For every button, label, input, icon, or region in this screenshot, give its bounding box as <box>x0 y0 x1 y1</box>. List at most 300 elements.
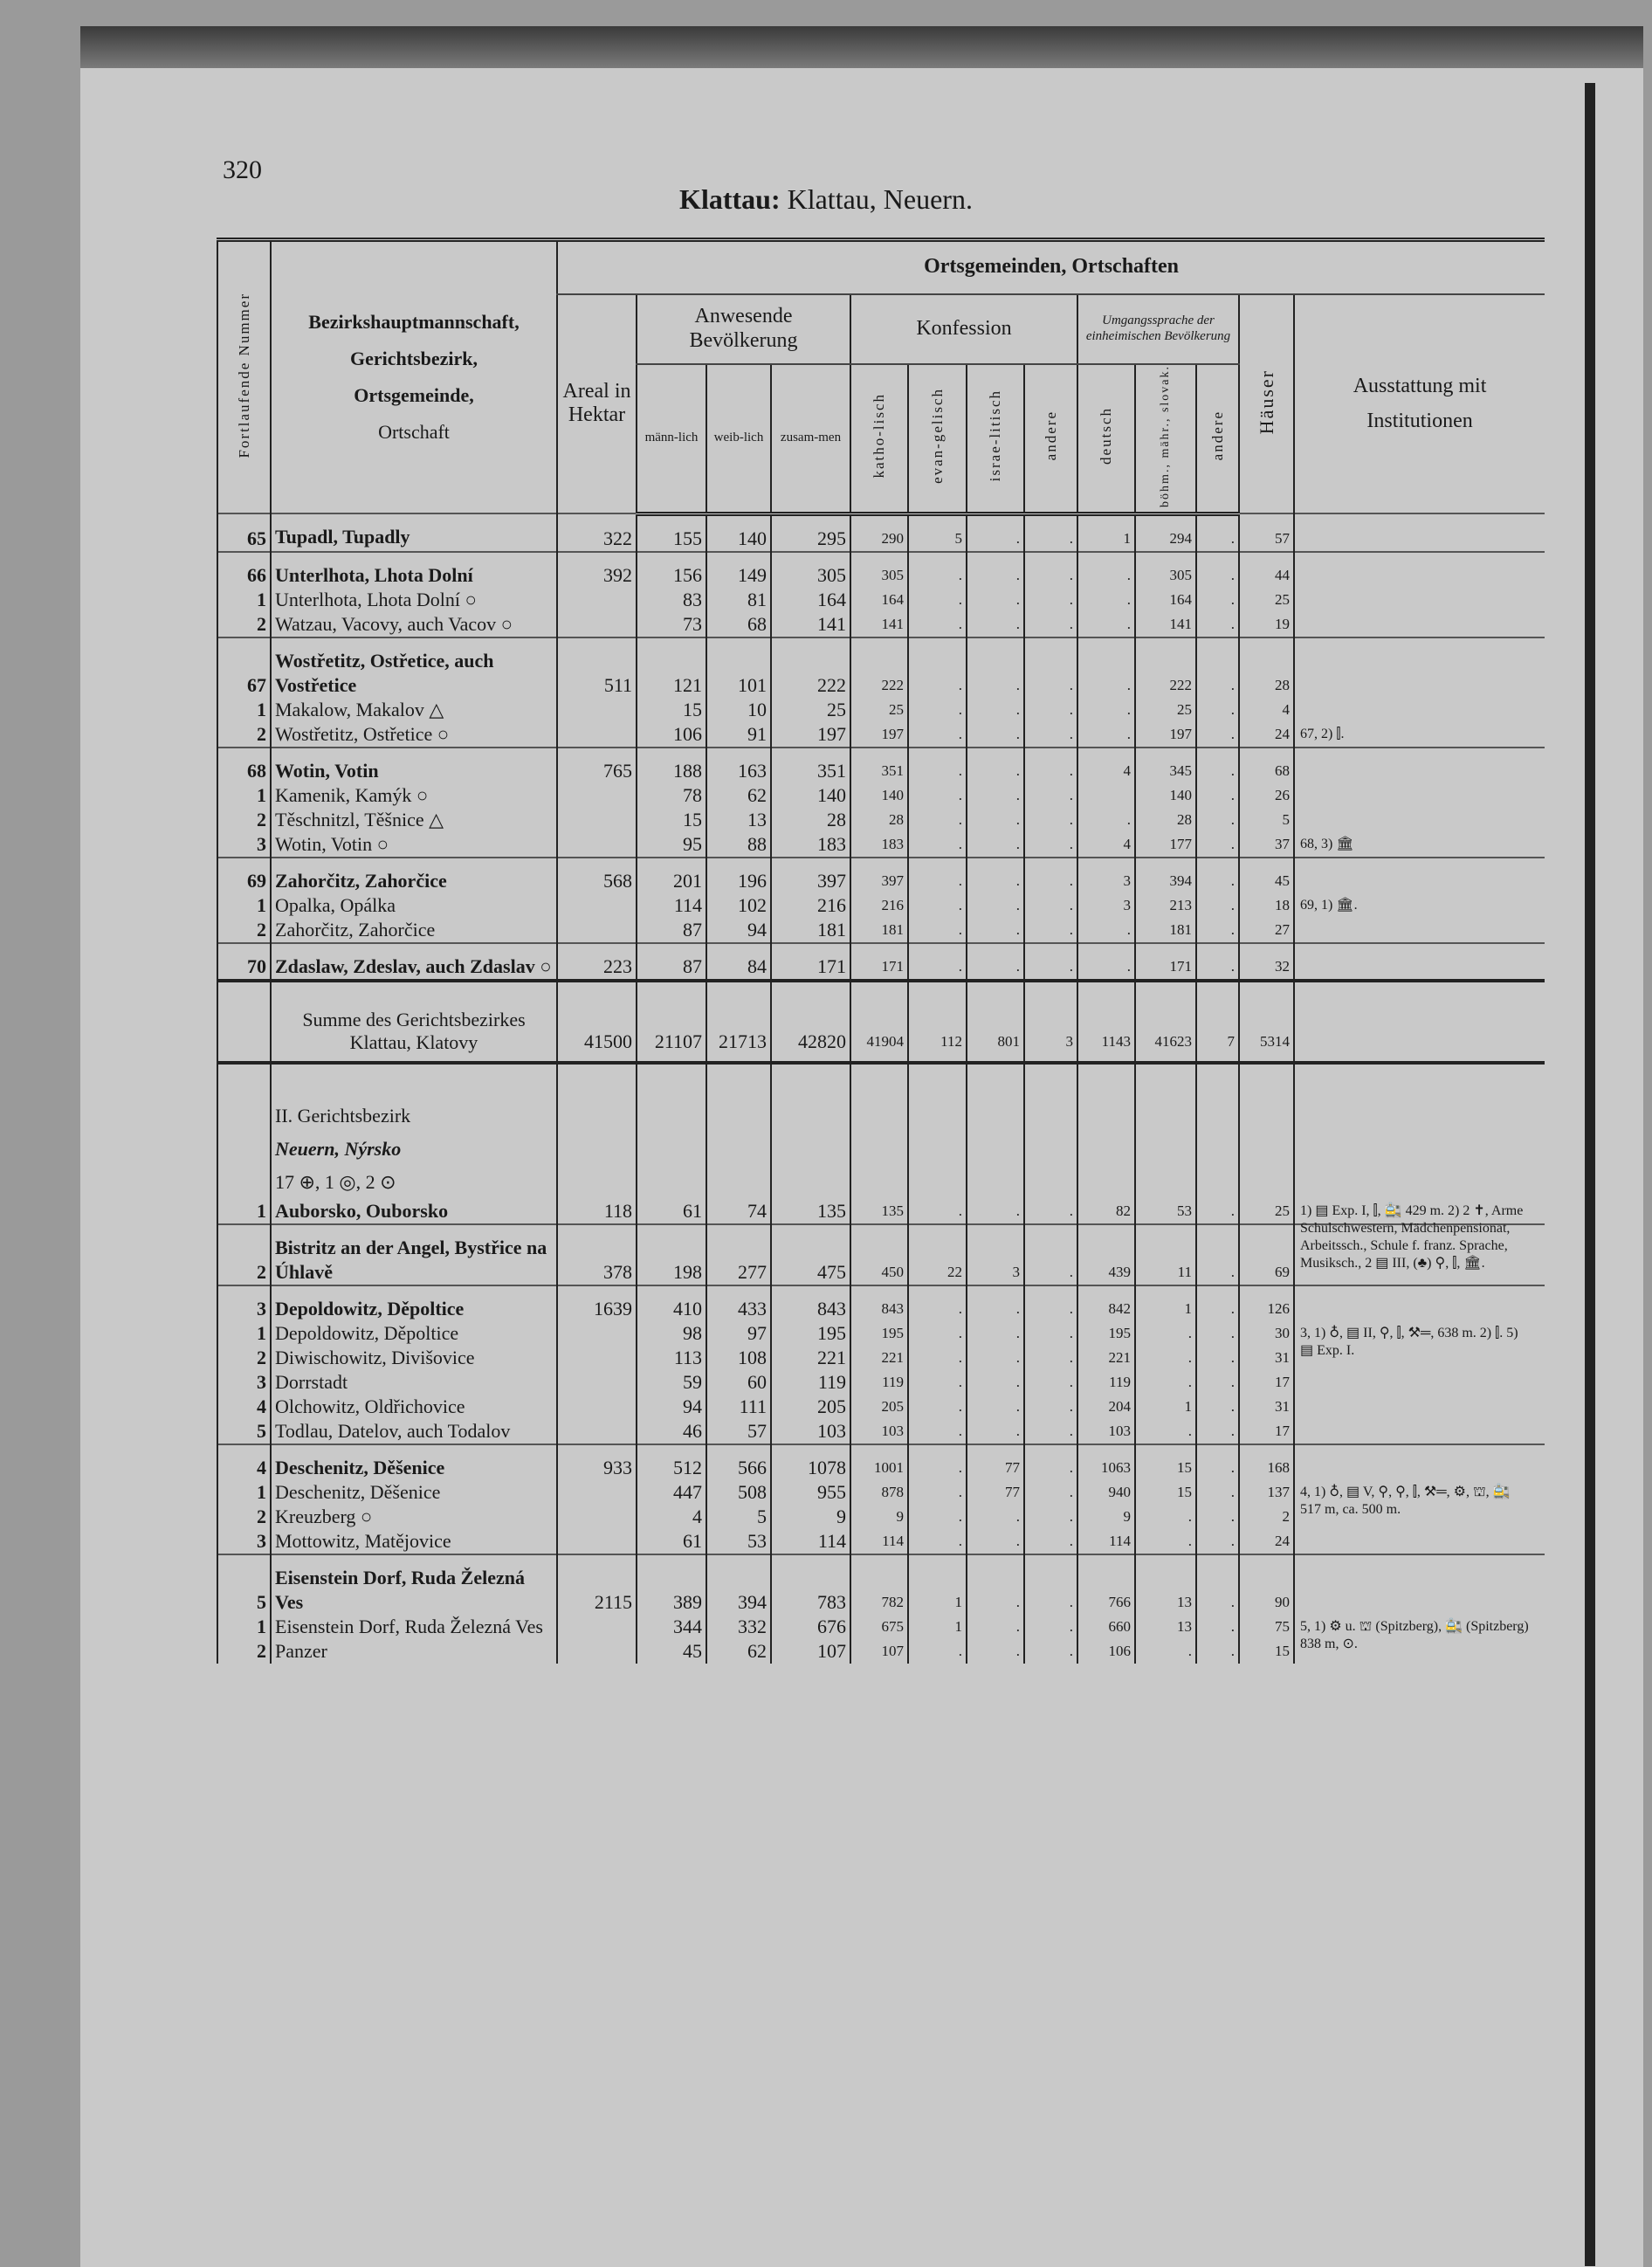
areal-value <box>557 808 637 832</box>
evangelisch-value: . <box>908 858 967 893</box>
ausstattung-cell <box>1294 1639 1545 1664</box>
katholisch-value: 164 <box>850 588 908 612</box>
row-number: 1 <box>217 1199 271 1224</box>
evangelisch-value: . <box>908 1419 967 1444</box>
deutsch-value: 82 <box>1077 1199 1135 1224</box>
table-row <box>217 808 1545 832</box>
table-row <box>217 552 1545 588</box>
evangelisch-value: . <box>908 943 967 981</box>
boehmisch-value: . <box>1135 1529 1196 1554</box>
boehmisch-value: . <box>1135 1419 1196 1444</box>
zusammen-value: 1078 <box>771 1444 850 1480</box>
ausstattung-cell <box>1294 981 1545 1063</box>
evangelisch-value: 1 <box>908 1554 967 1615</box>
israelitisch-value: . <box>967 1395 1024 1419</box>
haeuser-value: 68 <box>1239 748 1294 783</box>
maennlich-value: 98 <box>637 1321 706 1346</box>
empty-cell <box>850 1063 908 1199</box>
page-title <box>0 183 1652 216</box>
empty-cell <box>637 1063 706 1199</box>
table-row <box>217 1554 1545 1615</box>
table-row <box>217 1346 1545 1370</box>
row-number: 3 <box>217 1529 271 1554</box>
deutsch-value: . <box>1077 612 1135 637</box>
weiblich-value: 111 <box>706 1395 771 1419</box>
sprache-andere-value: . <box>1196 1321 1239 1346</box>
zusammen-value: 183 <box>771 832 850 858</box>
sprache-andere-value: . <box>1196 893 1239 918</box>
table-row <box>217 1615 1545 1639</box>
israelitisch-value: . <box>967 1554 1024 1615</box>
israelitisch-value: . <box>967 918 1024 943</box>
ausstattung-cell <box>1294 1370 1545 1395</box>
weiblich-value: 140 <box>706 513 771 552</box>
sprache-andere-value: . <box>1196 943 1239 981</box>
katholisch-value: 140 <box>850 783 908 808</box>
boehmisch-value: 15 <box>1135 1480 1196 1505</box>
row-number: 2 <box>217 918 271 943</box>
maennlich-value: 4 <box>637 1505 706 1529</box>
evangelisch-value: . <box>908 1395 967 1419</box>
header-group: Ortsgemeinden, Ortschaften <box>557 240 1545 294</box>
konf-andere-value: . <box>1024 832 1077 858</box>
areal-value <box>557 1321 637 1346</box>
place-name: Bistritz an der Angel, Bystřice na Úhlavě <box>271 1224 557 1285</box>
table-row <box>217 637 1545 698</box>
israelitisch-value: . <box>967 1615 1024 1639</box>
katholisch-value: 675 <box>850 1615 908 1639</box>
sprache-andere-value: . <box>1196 918 1239 943</box>
ausstattung-cell <box>1294 722 1545 748</box>
weiblich-value: 68 <box>706 612 771 637</box>
empty-cell <box>1024 1063 1077 1199</box>
areal-value: 568 <box>557 858 637 893</box>
haeuser-value: 69 <box>1239 1224 1294 1285</box>
maennlich-value: 46 <box>637 1419 706 1444</box>
ausstattung-cell <box>1294 1615 1545 1651</box>
sprache-andere-value: . <box>1196 1395 1239 1419</box>
boehmisch-value: 28 <box>1135 808 1196 832</box>
boehmisch-value: 15 <box>1135 1444 1196 1480</box>
deutsch-value: 940 <box>1077 1480 1135 1505</box>
evangelisch-value: . <box>908 637 967 698</box>
ausstattung-cell <box>1294 1529 1545 1554</box>
israelitisch-value: . <box>967 1321 1024 1346</box>
row-number: 70 <box>217 943 271 981</box>
maennlich-value: 21107 <box>637 981 706 1063</box>
deutsch-value: 660 <box>1077 1615 1135 1639</box>
evangelisch-value: . <box>908 552 967 588</box>
table-row <box>217 893 1545 918</box>
row-number: 2 <box>217 1224 271 1285</box>
row-number: 3 <box>217 832 271 858</box>
ausstattung-cell <box>1294 1419 1545 1444</box>
boehmisch-value: 171 <box>1135 943 1196 981</box>
israelitisch-value: . <box>967 588 1024 612</box>
zusammen-value: 103 <box>771 1419 850 1444</box>
table-row <box>217 1505 1545 1529</box>
israelitisch-value: . <box>967 832 1024 858</box>
header-maennlich: männ-lich <box>637 364 706 514</box>
areal-value: 511 <box>557 637 637 698</box>
zusammen-value: 9 <box>771 1505 850 1529</box>
table-row <box>217 722 1545 748</box>
sprache-andere-value: . <box>1196 1554 1239 1615</box>
row-number: 2 <box>217 612 271 637</box>
table-row <box>217 1321 1545 1346</box>
table-row <box>217 513 1545 552</box>
weiblich-value: 57 <box>706 1419 771 1444</box>
haeuser-value: 4 <box>1239 698 1294 722</box>
place-name: Kreuzberg ○ <box>271 1505 557 1529</box>
sprache-andere-value: . <box>1196 722 1239 748</box>
header-deutsch: deutsch <box>1077 364 1135 514</box>
weiblich-value: 21713 <box>706 981 771 1063</box>
deutsch-value: 1063 <box>1077 1444 1135 1480</box>
place-name: Kamenik, Kamýk ○ <box>271 783 557 808</box>
section-line: II. Gerichtsbezirk <box>275 1104 411 1127</box>
boehmisch-value: . <box>1135 1321 1196 1346</box>
konf-andere-value: . <box>1024 1554 1077 1615</box>
boehmisch-value: 11 <box>1135 1224 1196 1285</box>
deutsch-value: 9 <box>1077 1505 1135 1529</box>
areal-value: 41500 <box>557 981 637 1063</box>
ausstattung-cell <box>1294 1554 1545 1615</box>
section-line: Neuern, Nýrsko <box>275 1137 402 1160</box>
weiblich-value: 94 <box>706 918 771 943</box>
header-evangelisch: evan-gelisch <box>908 364 967 514</box>
katholisch-value: 222 <box>850 637 908 698</box>
place-name: Auborsko, Ouborsko <box>271 1199 557 1224</box>
deutsch-value: . <box>1077 808 1135 832</box>
konf-andere-value: . <box>1024 637 1077 698</box>
row-number: 69 <box>217 858 271 893</box>
table-row <box>217 588 1545 612</box>
evangelisch-value: . <box>908 748 967 783</box>
zusammen-value: 475 <box>771 1224 850 1285</box>
konf-andere-value: . <box>1024 858 1077 893</box>
place-name: Opalka, Opálka <box>271 893 557 918</box>
israelitisch-value: . <box>967 552 1024 588</box>
table-row <box>217 943 1545 981</box>
areal-value <box>557 1639 637 1664</box>
evangelisch-value: . <box>908 1505 967 1529</box>
haeuser-value: 27 <box>1239 918 1294 943</box>
page-number: 320 <box>223 155 262 184</box>
maennlich-value: 156 <box>637 552 706 588</box>
boehmisch-value: 53 <box>1135 1199 1196 1224</box>
deutsch-value: 766 <box>1077 1554 1135 1615</box>
haeuser-value: 31 <box>1239 1346 1294 1370</box>
sprache-andere-value: . <box>1196 1285 1239 1321</box>
katholisch-value: 107 <box>850 1639 908 1664</box>
boehmisch-value: 345 <box>1135 748 1196 783</box>
katholisch-value: 450 <box>850 1224 908 1285</box>
header-zusammen: zusam-men <box>771 364 850 514</box>
israelitisch-value: . <box>967 1529 1024 1554</box>
konf-andere-value: . <box>1024 1419 1077 1444</box>
katholisch-value: 351 <box>850 748 908 783</box>
empty-cell <box>1239 1063 1294 1199</box>
row-number: 3 <box>217 1370 271 1395</box>
boehmisch-value: 13 <box>1135 1554 1196 1615</box>
weiblich-value: 88 <box>706 832 771 858</box>
place-name: Wotin, Votin <box>271 748 557 783</box>
row-number: 67 <box>217 637 271 698</box>
table-row <box>217 748 1545 783</box>
ausstattung-cell <box>1294 1321 1545 1358</box>
institution-note: 68, 3) 🏛 <box>1300 836 1354 851</box>
areal-value: 2115 <box>557 1554 637 1615</box>
haeuser-value: 45 <box>1239 858 1294 893</box>
place-name: Watzau, Vacovy, auch Vacov ○ <box>271 612 557 637</box>
katholisch-value: 25 <box>850 698 908 722</box>
konf-andere-value: . <box>1024 918 1077 943</box>
row-number: 2 <box>217 1505 271 1529</box>
maennlich-value: 59 <box>637 1370 706 1395</box>
deutsch-value: 195 <box>1077 1321 1135 1346</box>
empty-cell <box>771 1063 850 1199</box>
ausstattung-cell <box>1294 1444 1545 1480</box>
katholisch-value: 103 <box>850 1419 908 1444</box>
evangelisch-value: . <box>908 588 967 612</box>
evangelisch-value: . <box>908 918 967 943</box>
haeuser-value: 44 <box>1239 552 1294 588</box>
table-row <box>217 832 1545 858</box>
haeuser-value: 31 <box>1239 1395 1294 1419</box>
areal-value <box>557 1529 637 1554</box>
weiblich-value: 53 <box>706 1529 771 1554</box>
haeuser-value: 25 <box>1239 1199 1294 1224</box>
sprache-andere-value: . <box>1196 1639 1239 1664</box>
row-number: 4 <box>217 1444 271 1480</box>
zusammen-value: 114 <box>771 1529 850 1554</box>
empty-cell <box>1077 1063 1135 1199</box>
zusammen-value: 195 <box>771 1321 850 1346</box>
areal-value <box>557 698 637 722</box>
table-row <box>217 698 1545 722</box>
haeuser-value: 19 <box>1239 612 1294 637</box>
place-name: Wotin, Votin ○ <box>271 832 557 858</box>
weiblich-value: 5 <box>706 1505 771 1529</box>
summary-row <box>217 981 1545 1063</box>
header-name: Bezirkshauptmannschaft, Gerichtsbezirk, Ortsgemeinde, Ortschaft <box>271 240 557 514</box>
konf-andere-value: . <box>1024 1370 1077 1395</box>
haeuser-value: 17 <box>1239 1370 1294 1395</box>
place-name: Těschnitzl, Těšnice △ <box>271 808 557 832</box>
sprache-andere-value: . <box>1196 858 1239 893</box>
sprache-andere-value: 7 <box>1196 981 1239 1063</box>
haeuser-value: 24 <box>1239 1529 1294 1554</box>
israelitisch-value: 77 <box>967 1480 1024 1505</box>
israelitisch-value: . <box>967 748 1024 783</box>
evangelisch-value: . <box>908 1529 967 1554</box>
empty-cell <box>967 1063 1024 1199</box>
israelitisch-value: . <box>967 1370 1024 1395</box>
sprache-andere-value: . <box>1196 1346 1239 1370</box>
table-row <box>217 1199 1545 1224</box>
maennlich-value: 61 <box>637 1529 706 1554</box>
weiblich-value: 91 <box>706 722 771 748</box>
zusammen-value: 205 <box>771 1395 850 1419</box>
zusammen-value: 397 <box>771 858 850 893</box>
table-row <box>217 1480 1545 1505</box>
table-row <box>217 1395 1545 1419</box>
row-number: 2 <box>217 1639 271 1664</box>
deutsch-value: 842 <box>1077 1285 1135 1321</box>
israelitisch-value: . <box>967 1199 1024 1224</box>
sprache-andere-value: . <box>1196 637 1239 698</box>
header-katholisch: katho-lisch <box>850 364 908 514</box>
ausstattung-cell <box>1294 612 1545 637</box>
deutsch-value: 114 <box>1077 1529 1135 1554</box>
deutsch-value: 1 <box>1077 513 1135 552</box>
katholisch-value: 141 <box>850 612 908 637</box>
deutsch-value: 1143 <box>1077 981 1135 1063</box>
table-row <box>217 1224 1545 1285</box>
empty-cell <box>908 1063 967 1199</box>
haeuser-value: 168 <box>1239 1444 1294 1480</box>
zusammen-value: 164 <box>771 588 850 612</box>
maennlich-value: 106 <box>637 722 706 748</box>
sprache-andere-value: . <box>1196 783 1239 808</box>
ausstattung-cell <box>1294 698 1545 722</box>
areal-value <box>557 832 637 858</box>
israelitisch-value: . <box>967 513 1024 552</box>
katholisch-value: 1001 <box>850 1444 908 1480</box>
israelitisch-value: 77 <box>967 1444 1024 1480</box>
areal-value: 933 <box>557 1444 637 1480</box>
evangelisch-value: . <box>908 1444 967 1480</box>
areal-value <box>557 588 637 612</box>
boehmisch-value: 13 <box>1135 1615 1196 1639</box>
weiblich-value: 101 <box>706 637 771 698</box>
table-body <box>217 513 1545 1664</box>
evangelisch-value: 112 <box>908 981 967 1063</box>
israelitisch-value: . <box>967 1639 1024 1664</box>
row-number: 66 <box>217 552 271 588</box>
institution-note: 5, 1) ⚙ u. ⛫ (Spitzberg), 🚉 (Spitzberg) 838 m, ⊙. <box>1300 1618 1529 1651</box>
sprache-andere-value: . <box>1196 1615 1239 1639</box>
katholisch-value: 197 <box>850 722 908 748</box>
katholisch-value: 843 <box>850 1285 908 1321</box>
evangelisch-value: . <box>908 808 967 832</box>
row-number: 1 <box>217 893 271 918</box>
header-sprache: Umgangssprache der einheimischen Bevölkerung <box>1077 294 1239 364</box>
ausstattung-cell <box>1294 858 1545 893</box>
evangelisch-value: 1 <box>908 1615 967 1639</box>
boehmisch-value: . <box>1135 1370 1196 1395</box>
place-name: Summe des Gerichtsbezirkes Klattau, Klatovy <box>271 981 557 1063</box>
maennlich-value: 121 <box>637 637 706 698</box>
maennlich-value: 344 <box>637 1615 706 1639</box>
katholisch-value: 183 <box>850 832 908 858</box>
place-name: Deschenitz, Děšenice <box>271 1480 557 1505</box>
konf-andere-value: 3 <box>1024 981 1077 1063</box>
sprache-andere-value: . <box>1196 588 1239 612</box>
maennlich-value: 73 <box>637 612 706 637</box>
areal-value: 118 <box>557 1199 637 1224</box>
haeuser-value: 126 <box>1239 1285 1294 1321</box>
israelitisch-value: . <box>967 943 1024 981</box>
section-heading <box>271 1063 557 1199</box>
evangelisch-value: 5 <box>908 513 967 552</box>
areal-value <box>557 893 637 918</box>
israelitisch-value: . <box>967 893 1024 918</box>
maennlich-value: 15 <box>637 698 706 722</box>
boehmisch-value: 164 <box>1135 588 1196 612</box>
sprache-andere-value: . <box>1196 1529 1239 1554</box>
place-name: Diwischowitz, Divišovice <box>271 1346 557 1370</box>
haeuser-value: 30 <box>1239 1321 1294 1346</box>
sprache-andere-value: . <box>1196 1199 1239 1224</box>
konf-andere-value: . <box>1024 1321 1077 1346</box>
areal-value <box>557 1615 637 1639</box>
sprache-andere-value: . <box>1196 808 1239 832</box>
zusammen-value: 171 <box>771 943 850 981</box>
deutsch-value: . <box>1077 588 1135 612</box>
konf-andere-value: . <box>1024 943 1077 981</box>
header-boehmisch: böhm., mähr., slovak. <box>1135 364 1196 514</box>
zusammen-value: 197 <box>771 722 850 748</box>
areal-value <box>557 1395 637 1419</box>
sprache-andere-value: . <box>1196 513 1239 552</box>
konf-andere-value: . <box>1024 783 1077 808</box>
place-name: Unterlhota, Lhota Dolní ○ <box>271 588 557 612</box>
katholisch-value: 119 <box>850 1370 908 1395</box>
ausstattung-cell <box>1294 588 1545 612</box>
israelitisch-value: . <box>967 1285 1024 1321</box>
header-haeuser: Häuser <box>1239 294 1294 514</box>
areal-value: 378 <box>557 1224 637 1285</box>
haeuser-value: 5314 <box>1239 981 1294 1063</box>
konf-andere-value: . <box>1024 698 1077 722</box>
row-number: 1 <box>217 1480 271 1505</box>
katholisch-value: 397 <box>850 858 908 893</box>
konf-andere-value: . <box>1024 1639 1077 1664</box>
weiblich-value: 332 <box>706 1615 771 1639</box>
weiblich-value: 60 <box>706 1370 771 1395</box>
maennlich-value: 188 <box>637 748 706 783</box>
header-israelitisch: israe-litisch <box>967 364 1024 514</box>
konf-andere-value: . <box>1024 808 1077 832</box>
israelitisch-value: . <box>967 637 1024 698</box>
areal-value <box>557 918 637 943</box>
maennlich-value: 114 <box>637 893 706 918</box>
maennlich-value: 113 <box>637 1346 706 1370</box>
table-row <box>217 1285 1545 1321</box>
title-bold: Klattau: <box>679 183 781 215</box>
haeuser-value: 17 <box>1239 1419 1294 1444</box>
haeuser-value: 26 <box>1239 783 1294 808</box>
konf-andere-value: . <box>1024 1505 1077 1529</box>
table-row <box>217 612 1545 637</box>
maennlich-value: 95 <box>637 832 706 858</box>
haeuser-value: 75 <box>1239 1615 1294 1639</box>
evangelisch-value: . <box>908 832 967 858</box>
areal-value <box>557 612 637 637</box>
katholisch-value: 28 <box>850 808 908 832</box>
row-number: 5 <box>217 1554 271 1615</box>
konf-andere-value: . <box>1024 612 1077 637</box>
boehmisch-value: 1 <box>1135 1285 1196 1321</box>
israelitisch-value: . <box>967 858 1024 893</box>
boehmisch-value: 394 <box>1135 858 1196 893</box>
sprache-andere-value: . <box>1196 1480 1239 1505</box>
place-name: Unterlhota, Lhota Dolní <box>271 552 557 588</box>
table-row <box>217 918 1545 943</box>
konf-andere-value: . <box>1024 1615 1077 1639</box>
